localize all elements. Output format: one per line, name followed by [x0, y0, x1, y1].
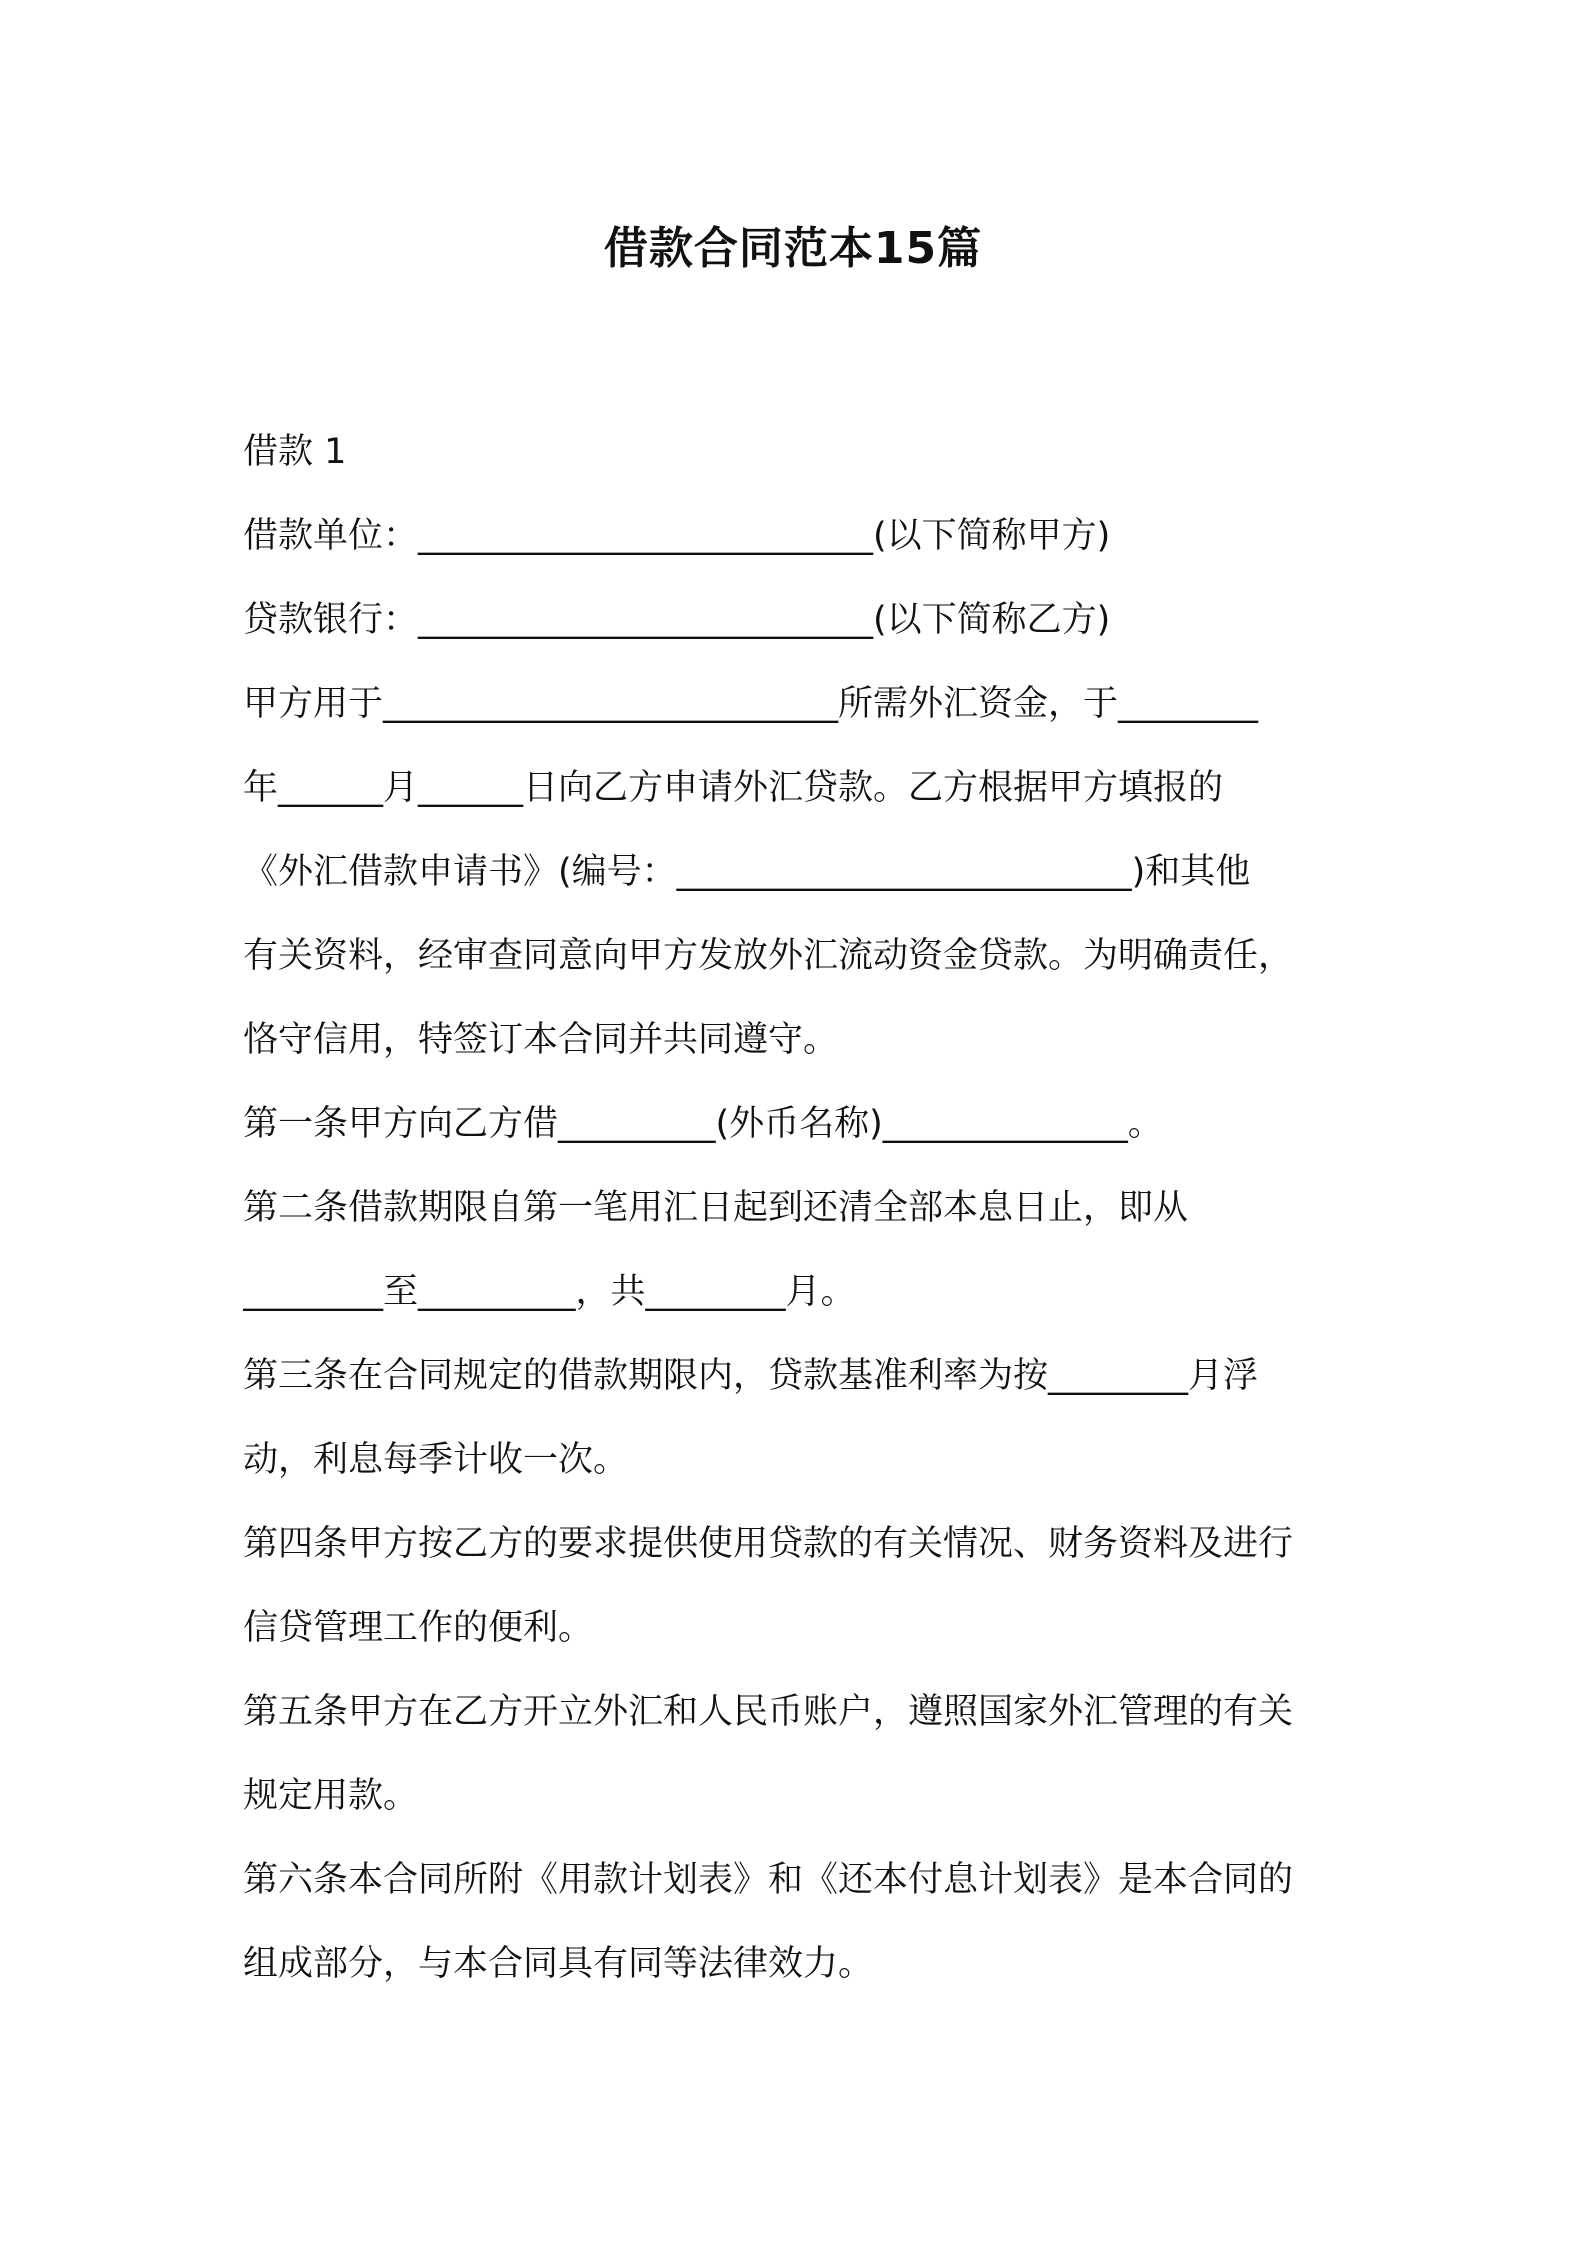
text-line: 有关资料，经审查同意向甲方发放外汇流动资金贷款。为明确责任， [243, 936, 1294, 976]
clause-line: ________至_________，共________月。 [243, 1272, 856, 1312]
clause-line: 动，利息每季计收一次。 [243, 1440, 629, 1480]
clause-line: 第二条借款期限自第一笔用汇日起到还清全部本息日止，即从 [243, 1188, 1189, 1228]
clause-line: 规定用款。 [243, 1776, 419, 1816]
text-line: 《外汇借款申请书》(编号：__________________________)和其他 [243, 852, 1251, 892]
text-line: 恪守信用，特签订本合同并共同遵守。 [243, 1020, 839, 1060]
text-line: 甲方用于__________________________所需外汇资金，于________ [243, 684, 1259, 724]
clause-line: 第三条在合同规定的借款期限内，贷款基准利率为按________月浮 [243, 1356, 1259, 1396]
section-heading: 借款 1 [243, 432, 347, 472]
text-line: 贷款银行：__________________________(以下简称乙方) [243, 600, 1111, 640]
clause-line: 第五条甲方在乙方开立外汇和人民币账户，遵照国家外汇管理的有关 [243, 1692, 1294, 1732]
clause-line: 信贷管理工作的便利。 [243, 1608, 594, 1648]
document-title: 借款合同范本15篇 [603, 223, 983, 274]
clause-line: 组成部分，与本合同具有同等法律效力。 [243, 1944, 874, 1984]
text-line: 借款单位：__________________________(以下简称甲方) [243, 516, 1111, 556]
clause-line: 第四条甲方按乙方的要求提供使用贷款的有关情况、财务资料及进行 [243, 1524, 1294, 1564]
clause-line: 第六条本合同所附《用款计划表》和《还本付息计划表》是本合同的 [243, 1860, 1294, 1900]
document-body [243, 410, 1363, 2006]
text-line: 年______月______日向乙方申请外汇贷款。乙方根据甲方填报的 [243, 768, 1224, 808]
clause-line: 第一条甲方向乙方借_________(外币名称)______________。 [243, 1104, 1163, 1144]
